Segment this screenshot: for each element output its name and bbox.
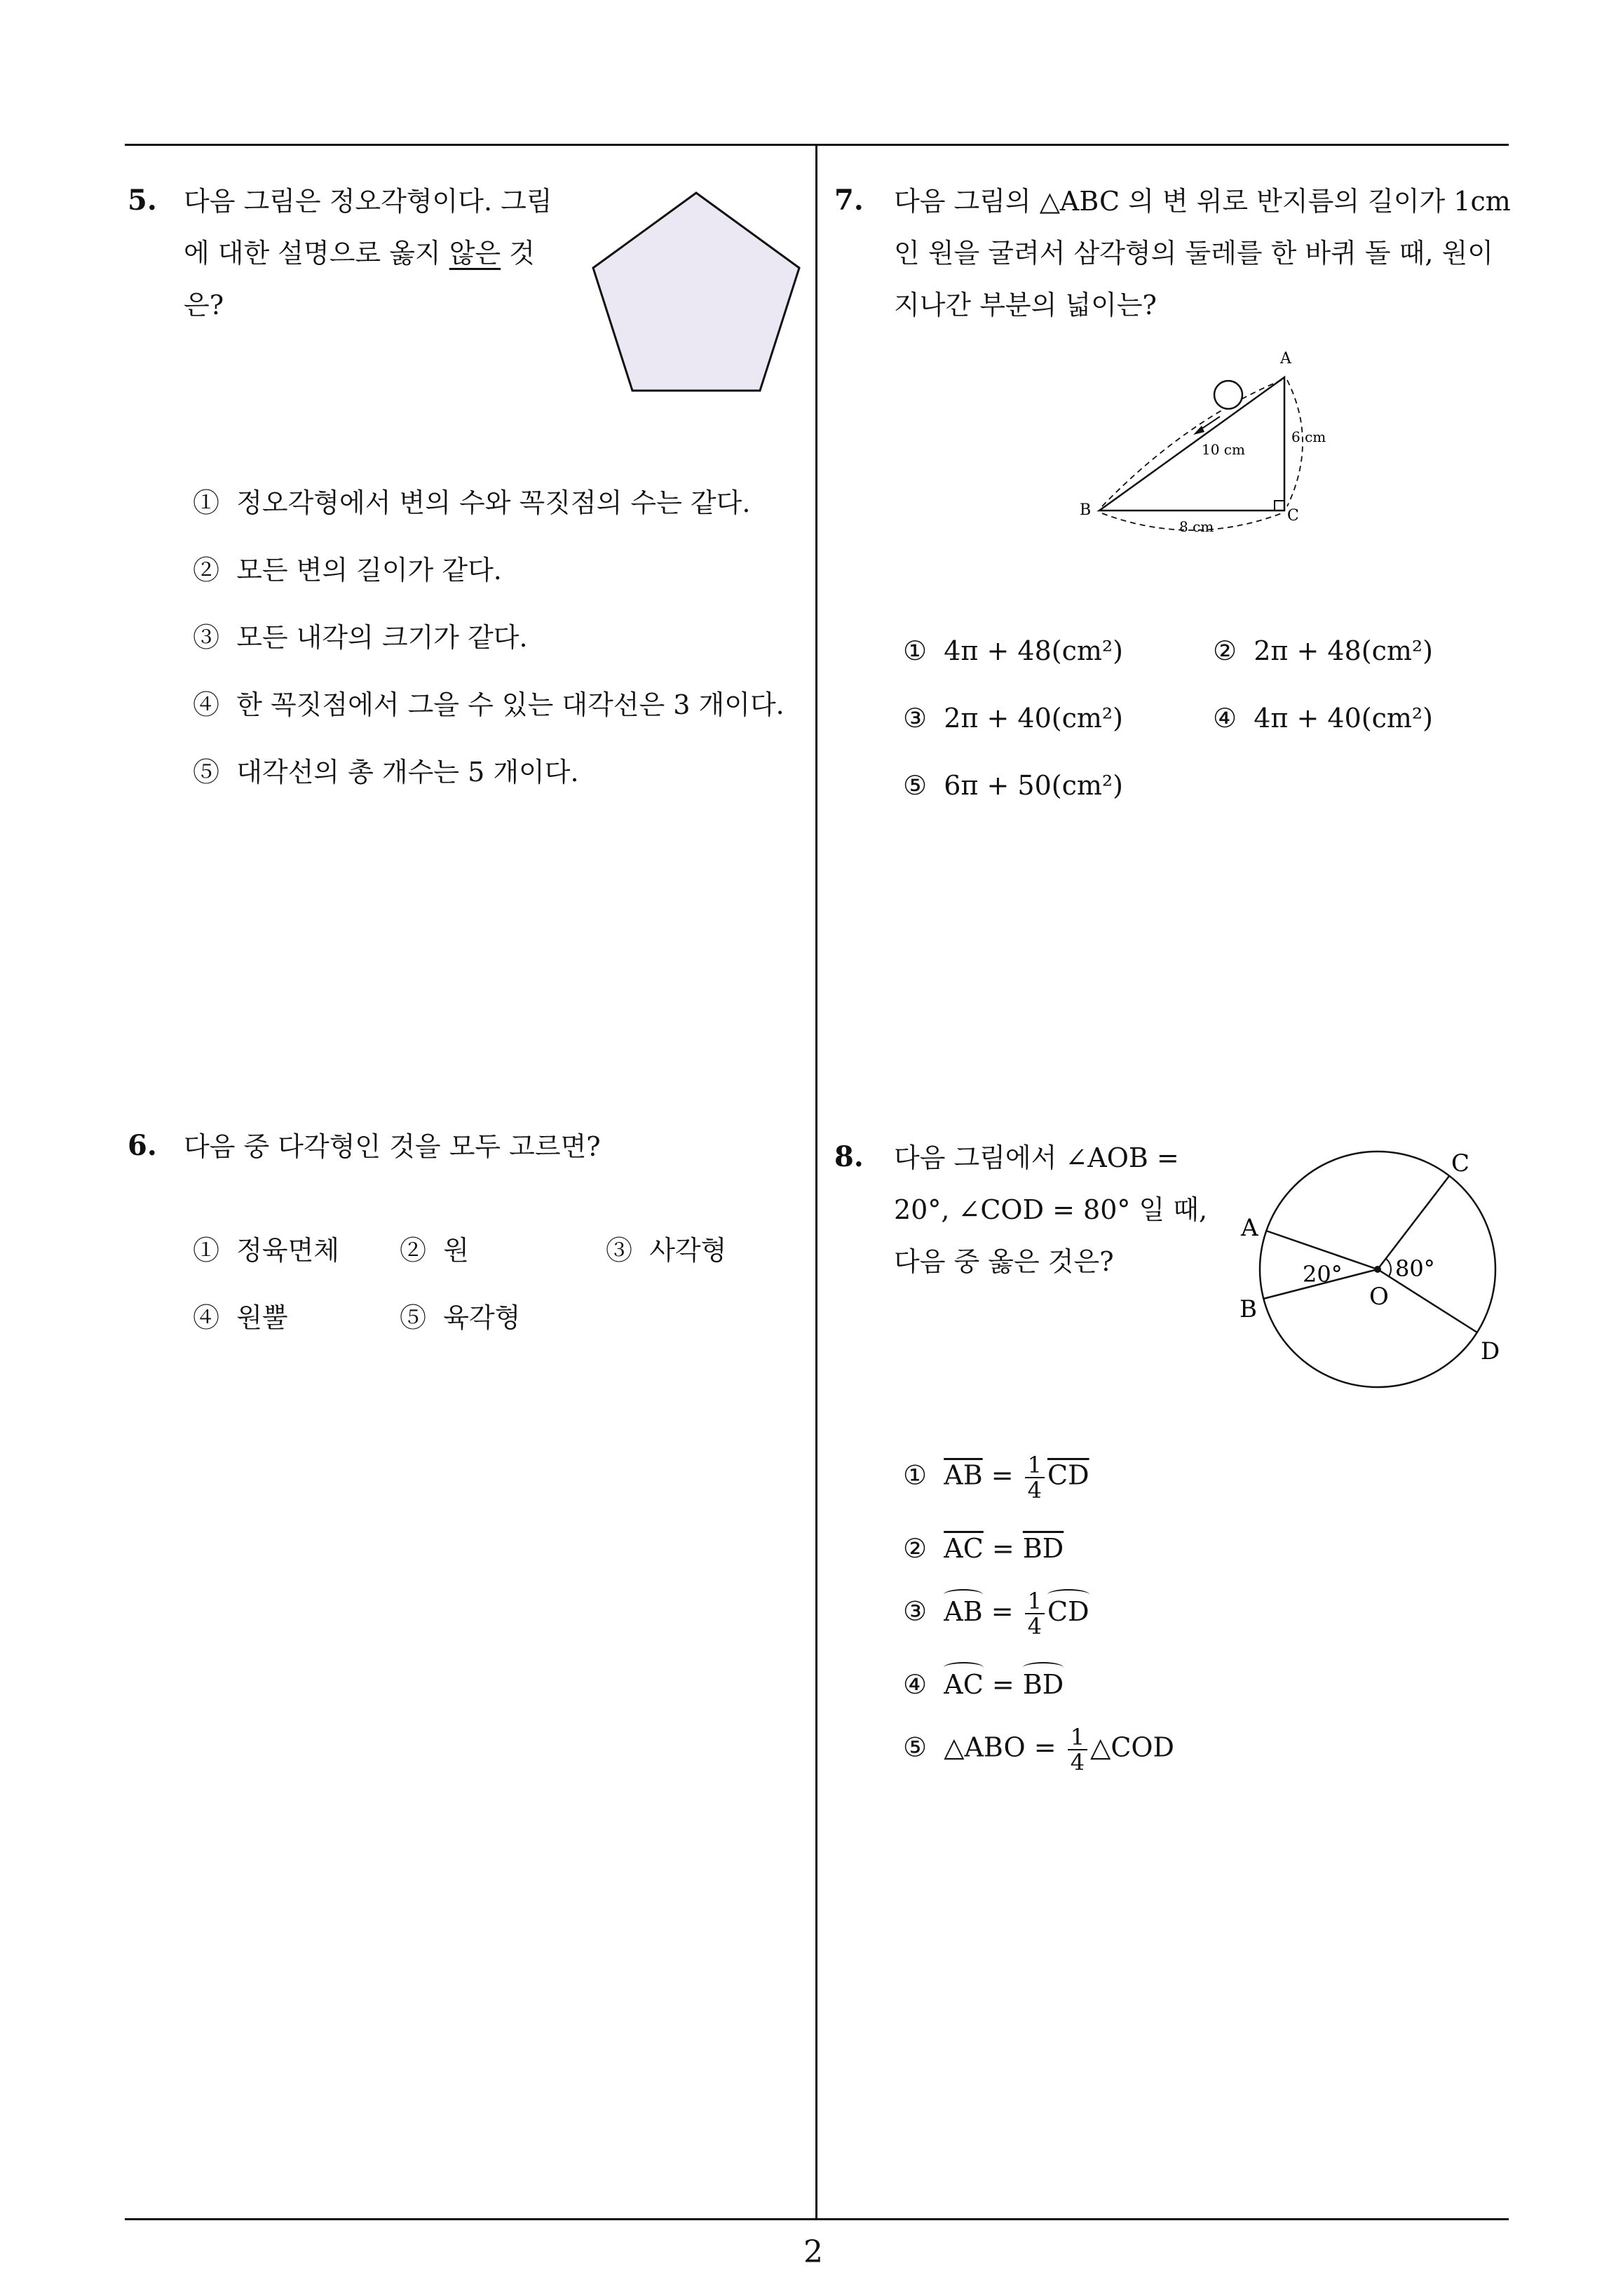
question-5-text (184, 175, 576, 331)
pentagon-shape (593, 193, 799, 391)
side-bc-label: 8 cm (1179, 518, 1214, 535)
question-5-line-1: 다음 그림은 정오각형이다. 그림 (184, 186, 552, 217)
q7-choice-3[interactable]: ③ 2π + 40(cm²) (903, 703, 1123, 734)
triangle-abo: △ABO (944, 1731, 1026, 1763)
q8-choice-2[interactable]: ② $\overline{AC} = \overline{BD}$ (903, 1533, 1064, 1564)
point-d-label: D (1481, 1337, 1500, 1365)
q8-choice-5[interactable]: ⑤ △ABO = $\frac{1}{4}$ △COD (903, 1724, 1175, 1776)
emphasis-not: 않은 (449, 238, 501, 269)
question-5-line-2: 에 대한 설명으로 옳지 않은 것 (184, 238, 535, 269)
fraction-one-quarter: $\frac{1}{4}$ (1025, 1589, 1045, 1638)
triangle-abc (1099, 377, 1284, 511)
angle-aob-label: 20° (1303, 1261, 1343, 1288)
arc-ac: AC (944, 1669, 984, 1700)
q5-choice-5[interactable]: ⑤ 대각선의 총 개수는 5 개이다. (193, 757, 579, 788)
question-7-number: 7. (834, 184, 864, 217)
vertex-b-label: B (1080, 501, 1092, 519)
page-number: 2 (803, 2234, 823, 2270)
rolling-circle (1214, 381, 1242, 409)
q5-choice-2[interactable]: ② 모든 변의 길이가 같다. (193, 555, 502, 586)
vertex-c-label: C (1287, 507, 1299, 525)
q5-choice-1[interactable]: ① 정오각형에서 변의 수와 꼭짓점의 수는 같다. (193, 487, 751, 518)
segment-cd: $\overline{CD}$ (1047, 1459, 1089, 1491)
right-angle-mark (1275, 501, 1284, 511)
q6-choice-4[interactable]: ④ 원뿔 (193, 1302, 288, 1333)
q7-choice-2[interactable]: ② 2π + 48(cm²) (1213, 635, 1433, 666)
q5-choice-3[interactable]: ③ 모든 내각의 크기가 같다. (193, 622, 528, 653)
point-a-label: A (1241, 1214, 1258, 1242)
center-point (1374, 1266, 1381, 1273)
question-7-line-1: 다음 그림의 △ABC 의 변 위로 반지름의 길이가 1cm (894, 186, 1511, 217)
vertex-a-label: A (1280, 350, 1291, 367)
segment-bd: $\overline{BD}$ (1022, 1533, 1064, 1564)
fraction-one-quarter: $\frac{1}{4}$ (1068, 1725, 1087, 1774)
q8-choice-3[interactable]: ③ AB = $\frac{1}{4}$ CD (903, 1588, 1089, 1640)
arc-ab: AB (944, 1595, 983, 1627)
question-5-line-3: 은? (184, 290, 224, 320)
q8-choice-4[interactable]: ④ AC = BD (903, 1669, 1064, 1700)
question-7-line-2: 인 원을 굴려서 삼각형의 둘레를 한 바퀴 돌 때, 원이 (894, 238, 1493, 269)
fraction-one-quarter: $\frac{1}{4}$ (1025, 1453, 1045, 1502)
circle-o-figure (1220, 1136, 1514, 1389)
question-7-line-3: 지나간 부분의 넓이는? (894, 290, 1157, 320)
center-o-label: O (1369, 1283, 1389, 1311)
question-6-text: 다음 중 다각형인 것을 모두 고르면? (184, 1131, 601, 1162)
side-ab-label: 10 cm (1202, 441, 1245, 458)
q6-choice-5[interactable]: ⑤ 육각형 (400, 1302, 521, 1333)
arc-bd: BD (1022, 1669, 1064, 1700)
segment-ab: $\overline{AB}$ (944, 1459, 983, 1491)
q6-choice-1[interactable]: ① 정육면체 (193, 1235, 340, 1266)
question-8-text (894, 1132, 1223, 1288)
q6-choice-2[interactable]: ② 원 (400, 1235, 469, 1266)
question-8-line-2: 20°, ∠COD = 80° 일 때, (894, 1194, 1208, 1225)
arc-cd: CD (1047, 1595, 1089, 1627)
question-6-number: 6. (128, 1129, 157, 1162)
point-c-label: C (1451, 1149, 1470, 1177)
q8-choice-1[interactable]: ① $\overline{AB}$ = $\frac{1}{4}$ $\overline{CD}$ (903, 1452, 1089, 1504)
q6-choice-3[interactable]: ③ 사각형 (606, 1235, 727, 1266)
column-divider (815, 144, 817, 2220)
q7-choice-1[interactable]: ① 4π + 48(cm²) (903, 635, 1123, 666)
side-ac-label: 6 cm (1291, 428, 1326, 445)
question-8-line-3: 다음 중 옳은 것은? (894, 1246, 1114, 1277)
q7-choice-4[interactable]: ④ 4π + 40(cm²) (1213, 703, 1433, 734)
question-7-text (894, 175, 1511, 331)
question-8-number: 8. (834, 1140, 864, 1173)
segment-ac: $\overline{AC}$ (944, 1533, 984, 1564)
q7-choice-5[interactable]: ⑤ 6π + 50(cm²) (903, 770, 1123, 801)
q5-choice-4[interactable]: ④ 한 꼭짓점에서 그을 수 있는 대각선은 3 개이다. (193, 689, 785, 720)
angle-cod-label: 80° (1395, 1255, 1435, 1282)
triangle-cod: △COD (1090, 1731, 1175, 1763)
question-5-number: 5. (128, 184, 157, 217)
question-8-line-1: 다음 그림에서 ∠AOB = (894, 1142, 1179, 1173)
point-b-label: B (1240, 1295, 1257, 1323)
angle-cod-arc (1386, 1259, 1391, 1276)
triangle-abc-figure (1073, 344, 1367, 540)
regular-pentagon-figure (582, 186, 813, 403)
